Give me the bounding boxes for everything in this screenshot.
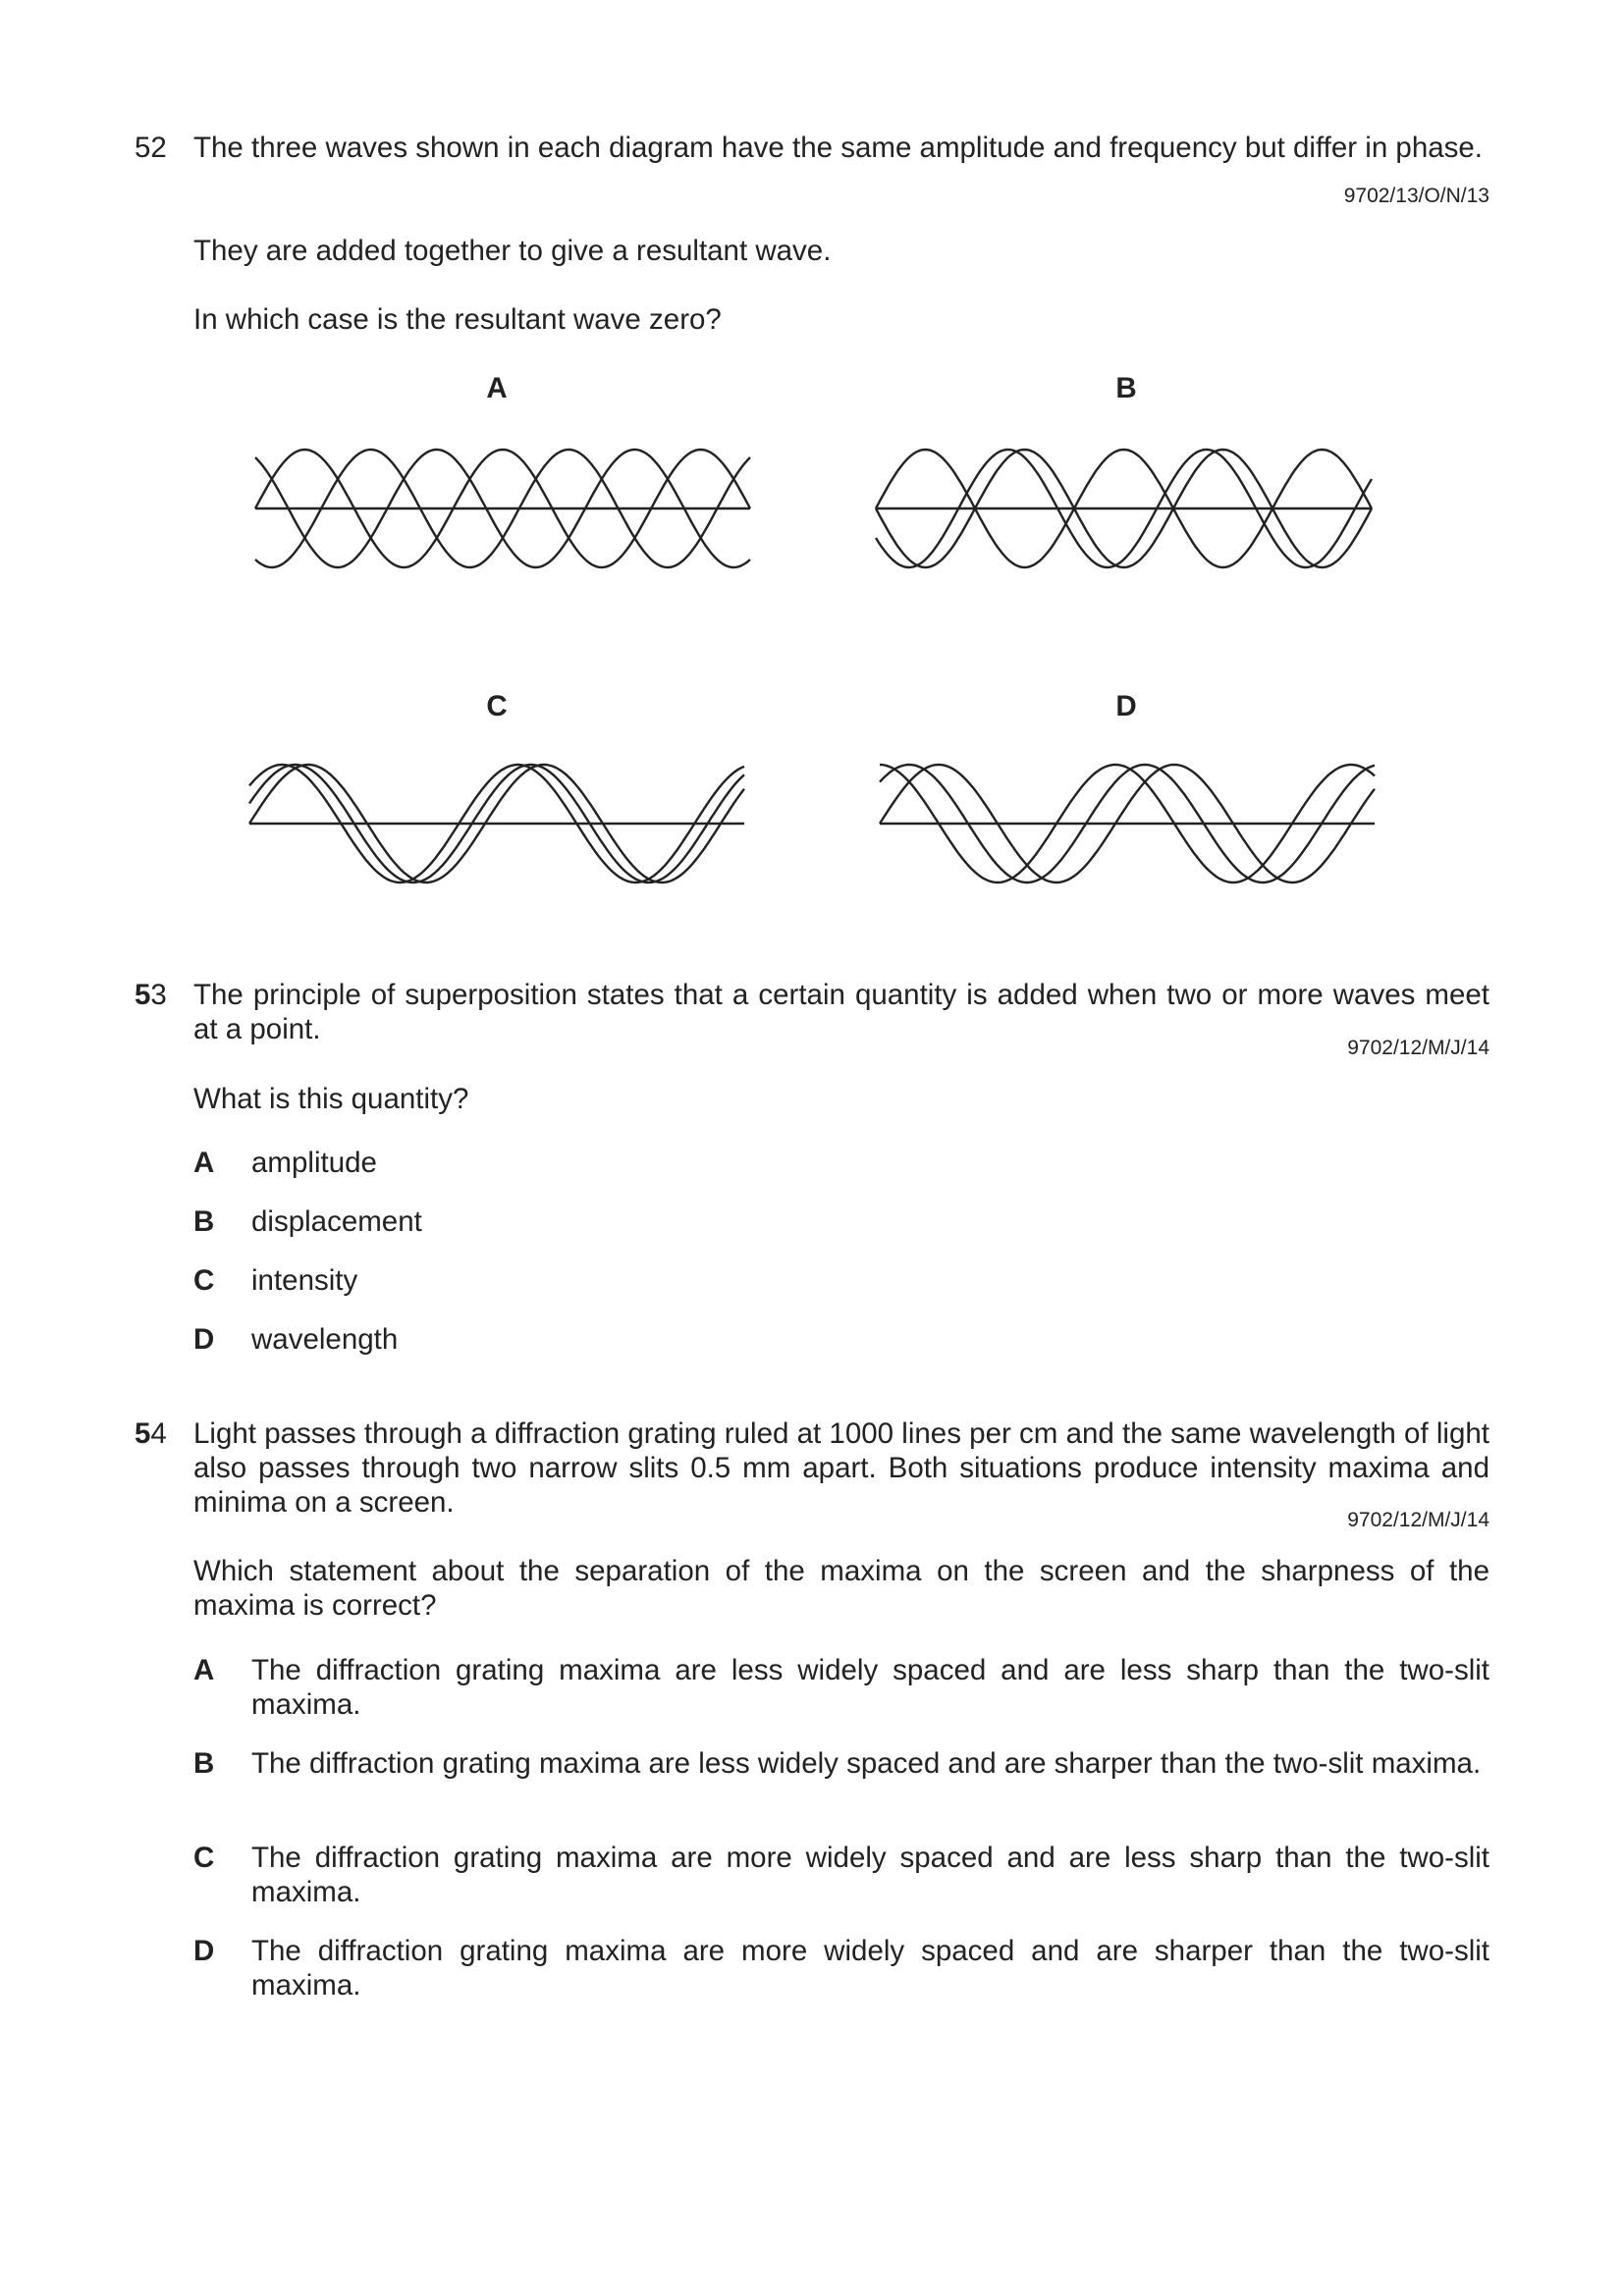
question-53-stem-text: The principle of superposition states that a certain quantity is added when two or more waves meet at a point. xyxy=(193,979,1489,1045)
option-text: wavelength xyxy=(251,1323,399,1356)
question-53-reference: 9702/12/M/J/14 xyxy=(1347,1037,1489,1059)
option-text: The diffraction grating maxima are more widely spaced and are less sharp than the two-slit maxima. xyxy=(251,1842,1489,1908)
option-text: The diffraction grating maxima are more widely spaced and are sharper than the two-slit maxima. xyxy=(251,1935,1489,2002)
option-letter: A xyxy=(193,1147,215,1179)
question-54-prompt-text: Which statement about the separation of the maxima on the screen and the sharpness of the maxima is correct? xyxy=(193,1555,1489,1622)
option-letter: D xyxy=(193,1935,215,1967)
question-53-number-rest: 3 xyxy=(150,979,167,1011)
question-52-number: 52 xyxy=(135,132,167,164)
question-54-number xyxy=(135,1416,167,1451)
option-letter: D xyxy=(193,1323,215,1356)
wave-diagram-d xyxy=(880,765,1375,882)
question-53-stem xyxy=(193,978,1489,1046)
option-letter: C xyxy=(193,1264,215,1297)
question-54-prompt xyxy=(193,1554,1489,1623)
question-52-reference: 9702/13/O/N/13 xyxy=(1343,185,1489,207)
question-54-reference: 9702/12/M/J/14 xyxy=(1347,1509,1489,1531)
wave-diagrams xyxy=(0,0,1624,982)
option-text: intensity xyxy=(251,1264,358,1297)
question-53-prompt: What is this quantity? xyxy=(193,1083,469,1115)
option-letter: C xyxy=(193,1842,215,1874)
question-52-line2: They are added together to give a resultant wave. xyxy=(193,235,832,267)
diagram-label-d: D xyxy=(1115,690,1137,722)
diagram-label-a: A xyxy=(486,372,508,404)
question-54-stem-text: Light passes through a diffraction grating ruled at 1000 lines per cm and the same wavelength of light also passes through two narrow slits 0.5 mm apart. Both situations produce intensity maxima and minima on a screen. xyxy=(193,1417,1489,1519)
option-letter: A xyxy=(193,1654,215,1686)
option-letter: B xyxy=(193,1205,215,1238)
question-52-prompt: In which case is the resultant wave zero? xyxy=(193,303,722,336)
wave-diagram-c xyxy=(249,765,744,882)
question-54-number-rest: 4 xyxy=(150,1417,167,1450)
question-54-stem xyxy=(193,1416,1489,1520)
option-text: The diffraction grating maxima are less widely spaced and are sharper than the two-slit maxima. xyxy=(251,1747,1482,1780)
wave-diagram-b xyxy=(876,450,1372,567)
diagram-label-c: C xyxy=(486,690,508,722)
option-text: amplitude xyxy=(251,1147,377,1179)
question-54-number-bold: 5 xyxy=(135,1417,151,1450)
diagram-label-b: B xyxy=(1115,372,1137,404)
question-53-number-bold: 5 xyxy=(135,979,151,1011)
option-text: displacement xyxy=(251,1205,422,1238)
question-52-stem-text: The three waves shown in each diagram have the same amplitude and frequency but differ in phase. xyxy=(193,132,1483,164)
question-53-number xyxy=(135,978,167,1012)
option-letter: B xyxy=(193,1747,215,1780)
wave-diagram-a xyxy=(255,450,750,567)
option-text: The diffraction grating maxima are less widely spaced and are less sharp than the two-slit maxima. xyxy=(251,1654,1489,1721)
